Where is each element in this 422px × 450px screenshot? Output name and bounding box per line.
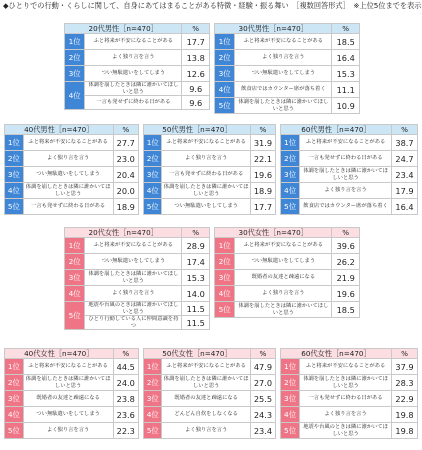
rank-cell: 1位 — [65, 34, 85, 50]
rank-cell: 4位 — [144, 407, 162, 423]
percent-value-cell: 23.8 — [113, 391, 138, 407]
table-header-row — [65, 24, 210, 34]
panel-title: 40代女性［n=470］ — [5, 349, 114, 359]
rank-cell: 5位 — [215, 98, 235, 114]
table-row — [215, 286, 360, 302]
percent-value-cell: 23.0 — [113, 151, 138, 167]
item-cell: ふと将来が不安になることがある — [162, 135, 250, 151]
table-header-row — [144, 349, 276, 359]
table-row — [5, 167, 139, 183]
table-row — [65, 34, 210, 50]
table-row — [215, 270, 360, 286]
rank-cell: 1位 — [65, 238, 85, 254]
rank-cell: 3位 — [215, 270, 235, 286]
percent-value-cell: 17.4 — [182, 254, 210, 270]
percent-value-cell: 39.6 — [332, 238, 360, 254]
item-cell: つい無駄遣いをしてしまう — [235, 66, 332, 82]
percent-unit-label: % — [250, 125, 275, 135]
panel-title: 20代女性［n=470］ — [65, 228, 182, 238]
item-cell: ふと将来が不安になることがある — [300, 135, 392, 151]
percent-value-cell: 28.9 — [182, 238, 210, 254]
page-title: ◆ひとりでの行動・くらしに関して、自身にあてはまることがある特徴・経験・振る舞い ［複数回答形式］ ※上位5位までを表示 — [3, 1, 422, 10]
rank-cell: 2位 — [215, 254, 235, 270]
percent-unit-label: % — [113, 125, 138, 135]
percent-value-cell: 17.7 — [250, 199, 275, 215]
item-cell: 一言も発せずに終わる日がある — [162, 167, 250, 183]
percent-value-cell: 24.7 — [391, 151, 417, 167]
item-cell: よく独り言を言う — [162, 423, 250, 439]
rank-cell: 4位 — [65, 286, 85, 302]
rank-cell: 4位 — [215, 82, 235, 98]
ranking-table — [280, 348, 418, 439]
rank-cell: 2位 — [144, 151, 162, 167]
percent-unit-label: % — [182, 228, 210, 238]
rank-cell: 1位 — [5, 359, 24, 375]
rank-cell: 5位 — [144, 199, 162, 215]
rank-cell: 3位 — [281, 391, 300, 407]
table-row — [65, 238, 210, 254]
table-header-row — [215, 24, 360, 34]
rank-cell: 3位 — [65, 66, 85, 82]
rank-cell: 5位 — [281, 199, 300, 215]
item-cell: 既婚者の友達と疎遠になる — [162, 391, 250, 407]
ranking-table — [4, 348, 139, 439]
table-row — [144, 199, 276, 215]
panel-title: 50代女性［n=470］ — [144, 349, 251, 359]
percent-value-cell: 37.9 — [391, 359, 417, 375]
percent-value-cell: 17.9 — [391, 183, 417, 199]
item-cell: 体調を崩したときは隣に誰かいてほしいと思う — [235, 302, 332, 318]
table-row — [144, 167, 276, 183]
item-cell: よく独り言を言う — [23, 423, 113, 439]
item-cell: よく独り言を言う — [235, 286, 332, 302]
item-cell: ふと将来が不安になることがある — [235, 238, 332, 254]
table-header-row — [144, 125, 276, 135]
item-cell: 体調を崩したときは隣に誰かいてほしいと思う — [163, 184, 249, 197]
item-cell: 体調を崩したときは隣に誰かいてほしいと思う — [85, 82, 182, 96]
item-cell: 体調を崩したときは隣に誰かいてほしいと思う — [85, 270, 182, 286]
item-cell: つい無駄遣いをしてしまう — [235, 254, 332, 270]
percent-value-cell: 24.3 — [250, 407, 275, 423]
rank-cell: 5位 — [144, 423, 162, 439]
percent-value-cell: 19.8 — [391, 407, 417, 423]
table-row — [5, 199, 139, 215]
table-row — [281, 423, 418, 439]
item-cell: ふと将来が不安になることがある — [300, 359, 392, 375]
item-cell: 体調を崩したときは隣に誰かいてほしいと思う — [163, 376, 249, 389]
table-row — [65, 66, 210, 82]
rank-cell: 3位 — [215, 66, 235, 82]
item-cell: ふと将来が不安になることがある — [235, 34, 332, 50]
panel-title: 30代女性［n=470］ — [215, 228, 332, 238]
percent-value-cell: 44.5 — [113, 359, 138, 375]
table-header-row — [65, 228, 210, 238]
percent-value-cell: 20.4 — [113, 167, 138, 183]
percent-value-cell: 16.4 — [332, 50, 360, 66]
item-cell: よく独り言を言う — [300, 183, 392, 199]
rank-cell: 5位 — [281, 423, 300, 439]
table-row — [215, 98, 360, 114]
rank-cell: 1位 — [5, 135, 24, 151]
item-cell: つい無駄遣いをしてしまう — [23, 167, 113, 183]
rank-cell: 5位 — [215, 302, 235, 318]
rank-cell: 2位 — [65, 50, 85, 66]
percent-value-cell: 22.9 — [391, 391, 417, 407]
item-cell: 飲食店ではカウンター席が落ち着く — [235, 82, 332, 98]
table-header-row — [281, 349, 418, 359]
table-row — [65, 316, 210, 330]
percent-value-cell: 38.7 — [391, 135, 417, 151]
rank-cell: 4位 — [5, 407, 24, 423]
rank-cell: 3位 — [65, 270, 85, 286]
percent-value-cell: 11.1 — [332, 82, 360, 98]
table-row — [5, 151, 139, 167]
rank-cell: 3位 — [5, 167, 24, 183]
item-cell: よく独り言を言う — [162, 151, 250, 167]
rank-cell: 4位 — [144, 183, 162, 199]
table-row — [5, 423, 139, 439]
item-cell: ふと将来が不安になることがある — [162, 359, 250, 375]
item-cell: ふと将来が不安になることがある — [85, 34, 182, 50]
percent-value-cell: 9.6 — [182, 82, 210, 96]
table-header-row — [5, 349, 139, 359]
ranking-table — [214, 227, 360, 318]
table-row — [281, 359, 418, 375]
item-cell: つい無駄遣いをしてしまう — [85, 254, 182, 270]
table-row — [281, 199, 418, 215]
percent-unit-label: % — [182, 24, 210, 34]
percent-value-cell: 23.4 — [250, 423, 275, 439]
item-cell: 一言も発せずに終わる日がある — [85, 96, 182, 110]
table-row — [65, 270, 210, 286]
panel-title: 40代男性［n=470］ — [5, 125, 114, 135]
table-row — [65, 286, 210, 302]
ranking-table — [143, 348, 276, 439]
item-cell: 既婚者の友達と疎遠になる — [23, 391, 113, 407]
percent-value-cell: 15.3 — [182, 270, 210, 286]
panel-title: 20代男性［n=470］ — [65, 24, 182, 34]
table-row — [281, 151, 418, 167]
rank-cell: 2位 — [281, 375, 300, 391]
percent-unit-label: % — [250, 349, 275, 359]
rank-cell: 5位 — [5, 423, 24, 439]
percent-value-cell: 21.9 — [332, 270, 360, 286]
percent-value-cell: 18.5 — [332, 34, 360, 50]
item-cell: 飲食店ではカウンター席が落ち着く — [300, 199, 392, 215]
ranking-table — [280, 124, 418, 215]
table-row — [144, 151, 276, 167]
rank-cell: 2位 — [5, 375, 24, 391]
table-row — [144, 407, 276, 423]
item-cell: 体調を崩したときは隣に誰かいてほしいと思う — [300, 167, 392, 183]
table-row — [281, 375, 418, 391]
ranking-table — [64, 23, 210, 110]
item-cell: 体調を崩したときは隣に誰かいてほしいと思う — [235, 98, 332, 114]
percent-value-cell: 14.0 — [182, 286, 210, 302]
percent-value-cell: 27.7 — [113, 135, 138, 151]
percent-value-cell: 23.4 — [391, 167, 417, 183]
table-row — [281, 135, 418, 151]
percent-value-cell: 25.5 — [250, 391, 275, 407]
item-cell: 体調を崩したときは隣に誰かいてほしいと思う — [23, 183, 113, 199]
table-header-row — [215, 228, 360, 238]
item-cell: よく独り言を言う — [235, 50, 332, 66]
table-row — [65, 50, 210, 66]
table-row — [281, 391, 418, 407]
percent-value-cell: 19.6 — [250, 167, 275, 183]
percent-unit-label: % — [332, 228, 360, 238]
ranking-table — [143, 124, 276, 215]
panel-title: 30代男性［n=470］ — [215, 24, 332, 34]
rank-cell: 1位 — [215, 238, 235, 254]
item-cell: ふと将来が不安になることがある — [85, 238, 182, 254]
table-row — [144, 423, 276, 439]
item-cell: ふと将来が不安になることがある — [23, 359, 113, 375]
table-row — [215, 302, 360, 318]
item-cell: 体調を崩したときは隣に誰かいてほしいと思う — [23, 375, 113, 391]
percent-value-cell: 15.3 — [332, 66, 360, 82]
table-row — [281, 183, 418, 199]
rank-cell: 4位 — [5, 183, 24, 199]
percent-value-cell: 31.9 — [250, 135, 275, 151]
item-cell: ふと将来が不安になることがある — [23, 135, 113, 151]
item-cell: 一言も発せずに終わる日がある — [23, 199, 113, 215]
percent-value-cell: 22.3 — [113, 423, 138, 439]
rank-cell: 3位 — [281, 167, 300, 183]
ranking-table — [4, 124, 139, 215]
rank-cell: 1位 — [281, 359, 300, 375]
table-row — [215, 34, 360, 50]
ranking-table — [214, 23, 360, 114]
percent-value-cell: 24.0 — [113, 375, 138, 391]
table-row — [5, 183, 139, 199]
percent-value-cell: 20.0 — [113, 183, 138, 199]
percent-value-cell: 10.9 — [332, 98, 360, 114]
table-row — [144, 359, 276, 375]
ranking-panel — [214, 227, 360, 318]
item-cell: 体調を崩したときは隣に誰かいてほしいと思う — [300, 375, 392, 391]
table-row — [144, 391, 276, 407]
rank-cell: 3位 — [144, 167, 162, 183]
rank-cell: 3位 — [5, 391, 24, 407]
item-cell: よく独り言を言う — [23, 151, 113, 167]
table-header-row — [5, 125, 139, 135]
table-row — [65, 302, 210, 316]
percent-value-cell: 11.5 — [182, 316, 210, 330]
item-cell: ひとり行動している人に仲間意識を持つ — [85, 316, 182, 330]
percent-value-cell: 26.2 — [332, 254, 360, 270]
percent-value-cell: 27.0 — [250, 375, 275, 391]
rank-cell: 2位 — [65, 254, 85, 270]
rank-cell: 1位 — [281, 135, 300, 151]
ranking-panel — [214, 23, 360, 114]
item-cell: 地震や台風のときは隣に誰かいてほしいと思う — [85, 302, 182, 316]
item-cell: どんどん自炊をしなくなる — [162, 407, 250, 423]
ranking-panel — [280, 124, 418, 215]
panel-title: 50代男性［n=470］ — [144, 125, 251, 135]
percent-value-cell: 11.5 — [182, 302, 210, 316]
table-row — [65, 254, 210, 270]
item-cell: つい無駄遣いをしてしまう — [23, 407, 113, 423]
percent-value-cell: 19.8 — [391, 423, 417, 439]
item-cell: 一言も発せずに終わる日がある — [300, 151, 392, 167]
percent-value-cell: 28.3 — [391, 375, 417, 391]
item-cell: よく独り言を言う — [85, 50, 182, 66]
percent-value-cell: 22.1 — [250, 151, 275, 167]
table-row — [144, 183, 276, 199]
table-row — [144, 375, 276, 391]
rank-cell: 2位 — [215, 50, 235, 66]
percent-unit-label: % — [391, 125, 417, 135]
percent-unit-label: % — [391, 349, 417, 359]
percent-value-cell: 12.6 — [182, 66, 210, 82]
table-row — [5, 359, 139, 375]
rank-cell: 2位 — [281, 151, 300, 167]
ranking-panel — [4, 124, 139, 215]
table-row — [5, 135, 139, 151]
panel-title: 60代女性［n=470］ — [281, 349, 392, 359]
rank-cell: 1位 — [144, 135, 162, 151]
percent-value-cell: 18.5 — [332, 302, 360, 318]
percent-value-cell: 18.9 — [113, 199, 138, 215]
percent-value-cell: 19.6 — [332, 286, 360, 302]
table-row — [215, 238, 360, 254]
ranking-table — [64, 227, 210, 330]
table-row — [281, 167, 418, 183]
rank-cell: 3位 — [144, 391, 162, 407]
percent-value-cell: 13.8 — [182, 50, 210, 66]
rank-cell: 2位 — [5, 151, 24, 167]
rank-cell: 5位 — [65, 302, 85, 330]
ranking-panel — [4, 348, 139, 439]
table-row — [215, 66, 360, 82]
item-cell: つい無駄遣いをしてしまう — [85, 66, 182, 82]
table-row — [5, 407, 139, 423]
percent-value-cell: 9.6 — [182, 96, 210, 110]
item-cell: つい無駄遣いをしてしまう — [162, 199, 250, 215]
table-row — [215, 50, 360, 66]
item-cell: 既婚者の友達と疎遠になる — [235, 270, 332, 286]
rank-cell: 1位 — [215, 34, 235, 50]
item-cell: よく独り言を言う — [300, 407, 392, 423]
ranking-panel — [280, 348, 418, 439]
percent-value-cell: 17.7 — [182, 34, 210, 50]
percent-unit-label: % — [332, 24, 360, 34]
percent-unit-label: % — [113, 349, 138, 359]
item-cell: 一言も発せずに終わる日がある — [300, 391, 392, 407]
table-row — [65, 82, 210, 96]
rank-cell: 4位 — [281, 183, 300, 199]
ranking-panel — [143, 348, 276, 439]
ranking-panel — [64, 227, 210, 330]
ranking-panel — [143, 124, 276, 215]
rank-cell: 4位 — [281, 407, 300, 423]
item-cell: 地震や台風のときは隣に誰かいてほしいと思う — [300, 423, 392, 439]
table-row — [5, 375, 139, 391]
percent-value-cell: 47.9 — [250, 359, 275, 375]
table-row — [65, 96, 210, 110]
rank-cell: 4位 — [215, 286, 235, 302]
rank-cell: 5位 — [5, 199, 24, 215]
percent-value-cell: 18.9 — [250, 183, 275, 199]
table-row — [215, 82, 360, 98]
table-header-row — [281, 125, 418, 135]
rank-cell: 2位 — [144, 375, 162, 391]
ranking-panel — [64, 23, 210, 110]
table-row — [144, 135, 276, 151]
table-row — [215, 254, 360, 270]
percent-value-cell: 16.4 — [391, 199, 417, 215]
item-cell: よく独り言を言う — [85, 286, 182, 302]
panel-title: 60代男性［n=470］ — [281, 125, 392, 135]
rank-cell: 4位 — [65, 82, 85, 110]
percent-value-cell: 23.6 — [113, 407, 138, 423]
table-row — [281, 407, 418, 423]
table-row — [5, 391, 139, 407]
rank-cell: 1位 — [144, 359, 162, 375]
